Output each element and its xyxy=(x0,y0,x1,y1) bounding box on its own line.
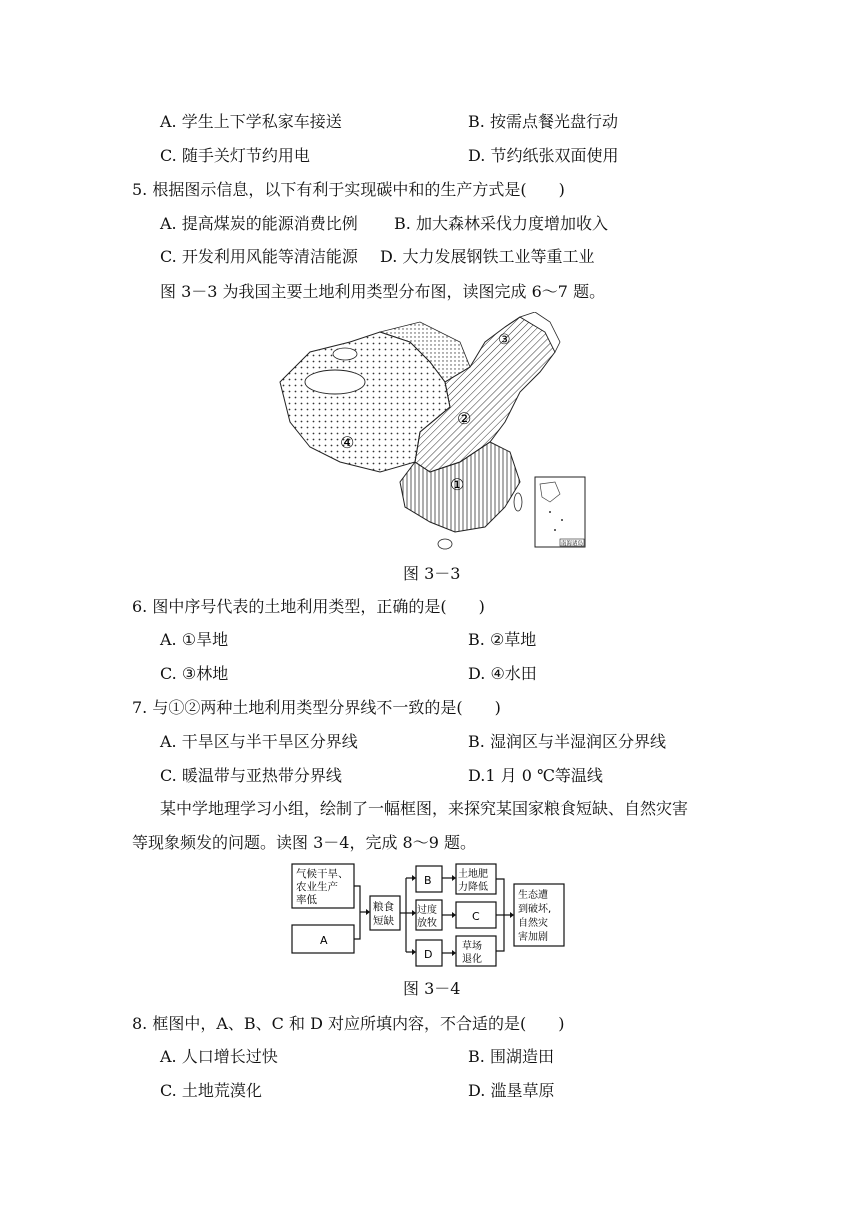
q4-option-a: A. 学生上下学私家车接送 xyxy=(160,112,342,131)
q7-option-c: C. 暖温带与亚热带分界线 xyxy=(160,766,342,785)
intro-questions-8-9-line1: 某中学地理学习小组，绘制了一幅框图，来探究某国家粮食短缺、自然灾害 xyxy=(160,799,689,818)
map-label-4: ④ xyxy=(340,433,355,452)
intro-questions-8-9-line2: 等现象频发的问题。读图 3－4，完成 8～9 题。 xyxy=(132,833,476,852)
svg-text:A: A xyxy=(320,934,328,947)
q7-option-a: A. 干旱区与半干旱区分界线 xyxy=(160,732,358,751)
q4-option-b: B. 按需点餐光盘行动 xyxy=(468,112,618,131)
q7-option-d: D.1 月 0 ℃等温线 xyxy=(468,766,603,785)
flowchart xyxy=(290,862,570,968)
q6-option-c: C. ③林地 xyxy=(160,664,229,683)
q4-option-d: D. 节约纸张双面使用 xyxy=(468,146,619,165)
svg-text:自然灾: 自然灾 xyxy=(518,918,548,929)
map-label-3: ③ xyxy=(498,332,511,348)
svg-text:过度: 过度 xyxy=(417,905,437,916)
q6-option-a: A. ①旱地 xyxy=(160,630,229,649)
svg-text:土地肥: 土地肥 xyxy=(458,869,488,880)
q8-option-c: C. 土地荒漠化 xyxy=(160,1081,262,1100)
svg-text:力降低: 力降低 xyxy=(458,882,488,893)
svg-text:害加剧: 害加剧 xyxy=(518,932,548,943)
svg-text:C: C xyxy=(472,910,480,923)
svg-text:率低: 率低 xyxy=(296,894,317,906)
svg-text:生态遭: 生态遭 xyxy=(518,890,548,901)
figure-3-4-caption: 图 3－4 xyxy=(403,979,461,998)
q5-option-a: A. 提高煤炭的能源消费比例 xyxy=(160,214,358,233)
svg-text:到破坏,: 到破坏, xyxy=(518,904,552,915)
q8-option-d: D. 滥垦草原 xyxy=(468,1081,555,1100)
map-label-1: ① xyxy=(450,475,465,494)
q5-option-b: B. 加大森林采伐力度增加收入 xyxy=(394,214,608,233)
q8-stem: 8. 框图中，A、B、C 和 D 对应所填内容，不合适的是( ) xyxy=(132,1014,565,1033)
q5-stem: 5. 根据图示信息，以下有利于实现碳中和的生产方式是( ) xyxy=(132,180,565,199)
q6-option-d: D. ④水田 xyxy=(468,664,537,683)
q7-option-b: B. 湿润区与半湿润区分界线 xyxy=(468,732,666,751)
svg-text:短缺: 短缺 xyxy=(373,915,394,927)
q6-option-b: B. ②草地 xyxy=(468,630,537,649)
svg-text:草场: 草场 xyxy=(462,941,482,952)
svg-text:粮食: 粮食 xyxy=(373,901,394,913)
inset-label: 南海诸岛 xyxy=(561,541,584,547)
q8-option-a: A. 人口增长过快 xyxy=(160,1047,278,1066)
land-use-map xyxy=(270,312,590,552)
map-label-2: ② xyxy=(457,409,472,428)
svg-text:气候干旱、: 气候干旱、 xyxy=(296,868,349,880)
q5-option-d: D. 大力发展钢铁工业等重工业 xyxy=(380,247,595,266)
intro-questions-6-7: 图 3－3 为我国主要土地利用类型分布图，读图完成 6～7 题。 xyxy=(160,282,606,301)
q4-option-c: C. 随手关灯节约用电 xyxy=(160,146,310,165)
svg-text:D: D xyxy=(424,948,433,961)
q6-stem: 6. 图中序号代表的土地利用类型，正确的是( ) xyxy=(132,597,485,616)
q5-option-c: C. 开发利用风能等清洁能源 xyxy=(160,247,358,266)
svg-text:B: B xyxy=(424,874,432,887)
figure-3-3-caption: 图 3－3 xyxy=(403,564,461,583)
svg-text:农业生产: 农业生产 xyxy=(296,881,338,893)
svg-text:退化: 退化 xyxy=(462,954,482,965)
q7-stem: 7. 与①②两种土地利用类型分界线不一致的是( ) xyxy=(132,698,501,717)
svg-text:放牧: 放牧 xyxy=(417,918,437,929)
q8-option-b: B. 围湖造田 xyxy=(468,1047,554,1066)
